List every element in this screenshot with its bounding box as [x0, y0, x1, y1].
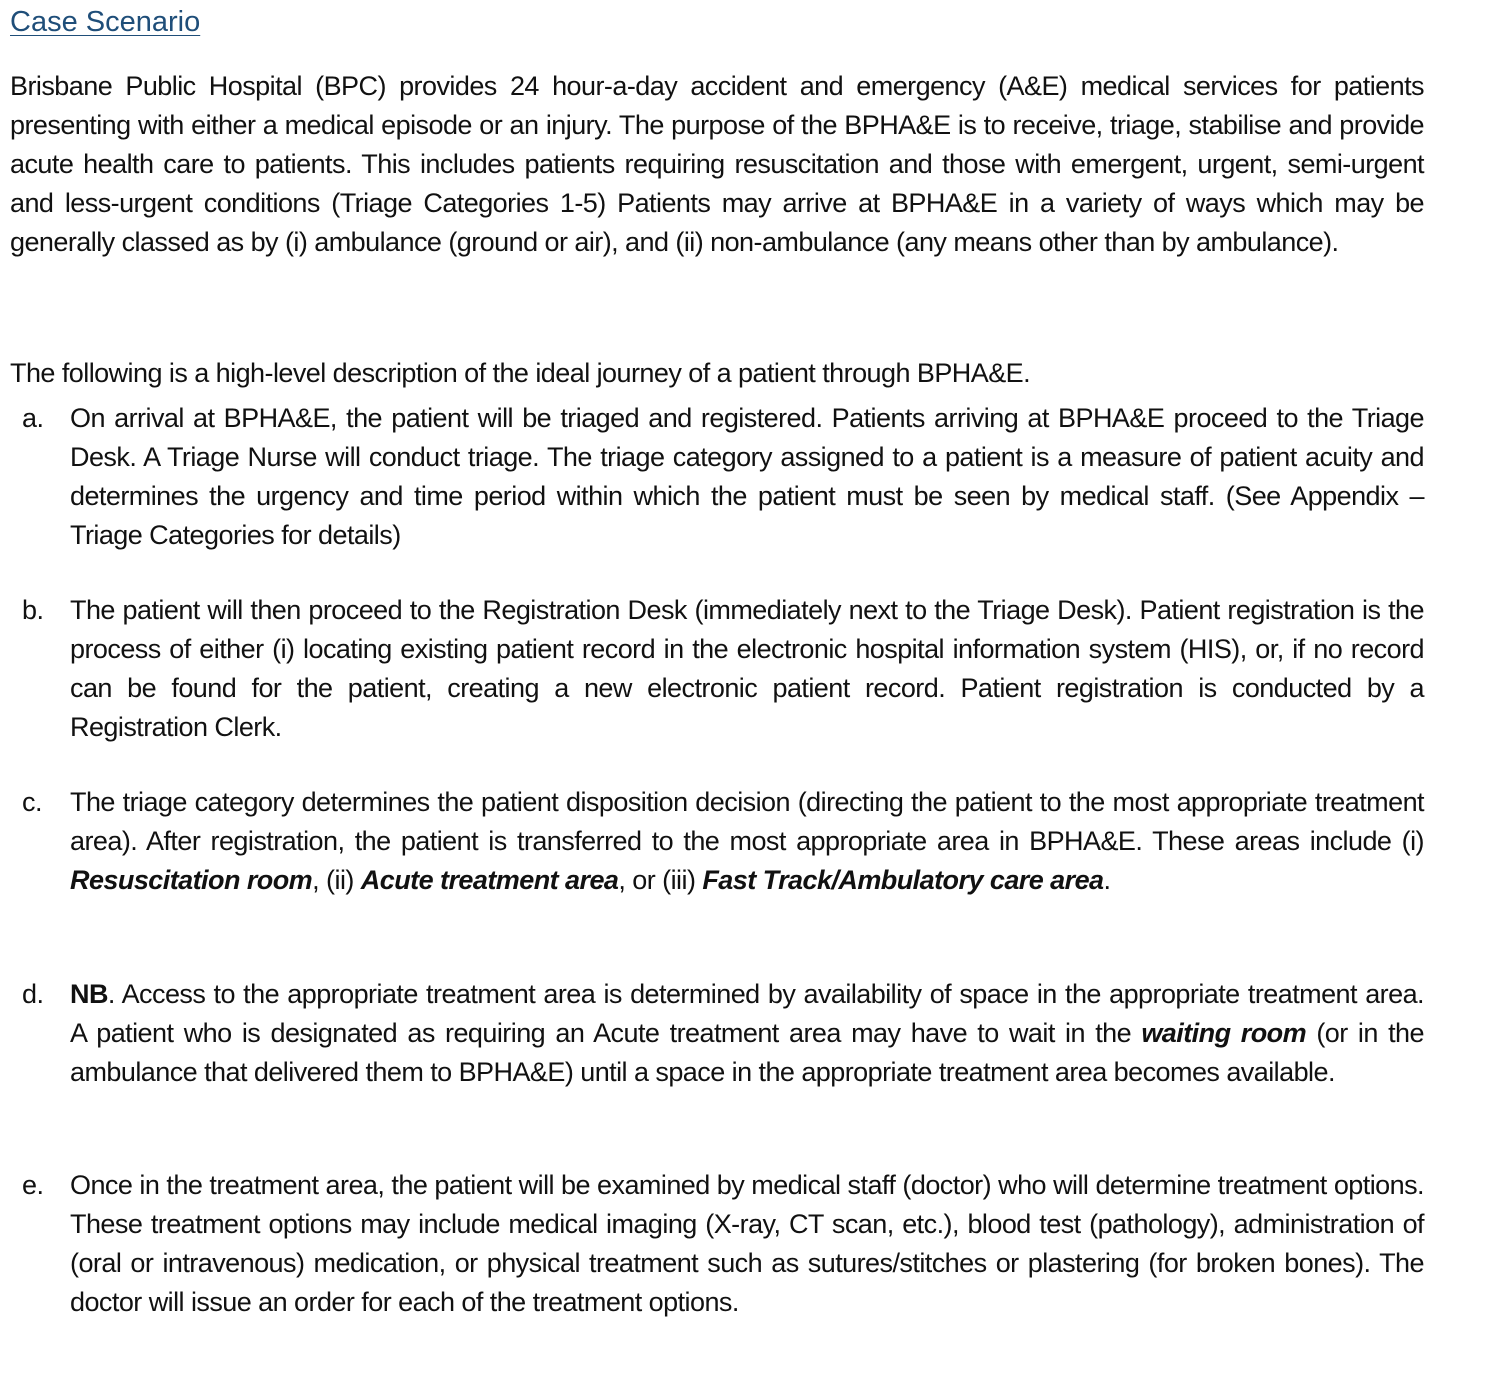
list-marker-e: e. — [22, 1170, 44, 1200]
list-item-d-text — [70, 975, 1424, 1092]
list-item-e-text: Once in the treatment area, the patient will be examined by medical staff (doctor) who will determine treatment options. These treatment options may include medical imaging (X-ray, CT scan, etc.), blood test (pathology), administration of (oral or intravenous) medication, or physical treatment such as sutures/stitches or plastering (for broken bones). The doctor will issue an order for each of the treatment options. — [70, 1170, 1424, 1317]
acute-treatment-area-term: Acute treatment area — [360, 865, 619, 895]
list-item-c-text — [70, 783, 1424, 900]
list-marker-c: c. — [22, 787, 42, 817]
item-d-text-1: . Access to the appropriate treatment area is determined by availability of space in the appropriate treatment area. A patient who is designated as requiring an Acute treatment area may have to wait in the — [70, 979, 1424, 1048]
intro-paragraph: Brisbane Public Hospital (BPC) provides 24 hour-a-day accident and emergency (A&E) medical services for patients presenting with either a medical episode or an injury. The purpose of the BPHA&E is to receive, triage, stabilise and provide acute health care to patients. This includes patients requiring resuscitation and those with emergent, urgent, semi-urgent and less-urgent conditions (Triage Categories 1-5) Patients may arrive at BPHA&E in a variety of ways which may be generally classed as by (i) ambulance (ground or air), and (ii) non-ambulance (any means other than by ambulance). — [10, 71, 1424, 257]
item-c-text-1: The triage category determines the patient disposition decision (directing the patient to the most appropriate treatment area). After registration, the patient is transferred to the most appropriate area in BPHA&E. These areas include (i) — [70, 787, 1424, 856]
list-item-d — [10, 975, 1424, 1092]
list-marker-b: b. — [22, 595, 44, 625]
case-scenario-heading[interactable]: Case Scenario — [10, 6, 201, 38]
item-d-text-2: (or in the ambulance that delivered them to BPHA&E) until a space in the appropriate treatment area becomes available. — [70, 1018, 1424, 1087]
list-marker-d: d. — [22, 979, 44, 1009]
list-item-b-text: The patient will then proceed to the Registration Desk (immediately next to the Triage Desk). Patient registration is the process of either (i) locating existing patient record in the electronic hospital information system (HIS), or, if no record can be found for the patient, creating a new electronic patient record. Patient registration is conducted by a Registration Clerk. — [70, 595, 1424, 742]
list-item-e — [10, 1166, 1424, 1322]
list-item-a — [10, 399, 1424, 555]
journey-lead-paragraph: The following is a high-level description of the ideal journey of a patient through BPHA&E. — [10, 358, 1031, 388]
nb-label: NB — [70, 979, 108, 1009]
resuscitation-room-term: Resuscitation room — [70, 865, 313, 895]
list-item-c — [10, 783, 1424, 900]
list-marker-a: a. — [22, 403, 44, 433]
list-item-a-text: On arrival at BPHA&E, the patient will be triaged and registered. Patients arriving at BPHA&E proceed to the Triage Desk. A Triage Nurse will conduct triage. The triage category assigned to a patient is a measure of patient acuity and determines the urgency and time period within which the patient must be seen by medical staff. (See Appendix – Triage Categories for details) — [70, 403, 1424, 550]
fast-track-area-term: Fast Track/Ambulatory care area — [702, 865, 1104, 895]
item-c-text-4: . — [1103, 865, 1111, 895]
waiting-room-term: waiting room — [1141, 1018, 1307, 1048]
list-item-b — [10, 591, 1424, 747]
item-c-text-3: , or (iii) — [618, 865, 703, 895]
item-c-text-2: , (ii) — [312, 865, 361, 895]
